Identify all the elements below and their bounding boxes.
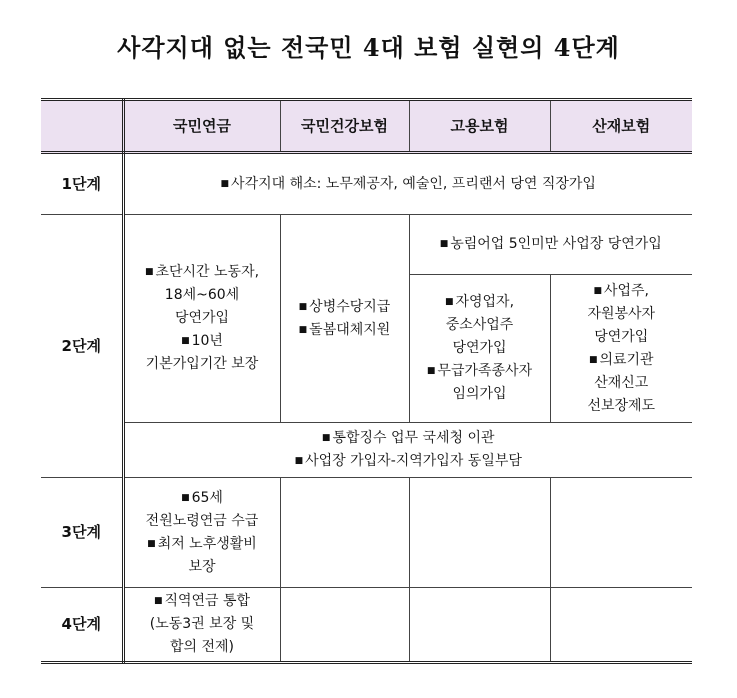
stage2-industrial-line: 의료기관 — [599, 351, 654, 368]
stage2-employment-line: 자영업자, — [455, 294, 515, 310]
stage2-employment-line: 임의가입 — [452, 386, 507, 402]
stage2-employment-cell — [409, 275, 550, 423]
header-row — [41, 100, 692, 153]
stage2-pension-line: 기본가입기간 보장 — [145, 356, 259, 372]
bullet-icon: ■ — [294, 456, 304, 466]
bullet-icon: ■ — [298, 324, 308, 335]
stage1-row — [41, 153, 692, 215]
stage2-health-line: 돌봄대체지원 — [309, 321, 391, 338]
stage3-pension-line: 65세 — [191, 489, 223, 506]
stage3-pension-line: 최저 노후생활비 — [157, 535, 257, 552]
stage2-employment-line: 무급가족종사자 — [437, 363, 533, 379]
stage2-label: 2단계 — [41, 215, 123, 478]
stage3-industrial-cell — [550, 478, 692, 588]
stage2-row-a — [41, 215, 692, 275]
stage3-health-cell — [280, 478, 409, 588]
stage4-row — [41, 588, 692, 663]
stage2-emp-ind-cell — [409, 215, 692, 275]
stage4-health-cell — [280, 588, 409, 663]
stage4-label: 4단계 — [41, 588, 123, 663]
page-title: 사각지대 없는 전국민 4대 보험 실현의 4단계 — [117, 33, 620, 62]
stage3-label: 3단계 — [41, 478, 123, 588]
stage2-industrial-line: 사업주, — [603, 282, 650, 299]
stage2-row-c — [41, 423, 692, 478]
stage2-common-line: 사업장 가입자-지역가입자 동일부담 — [305, 453, 522, 469]
stage3-row — [41, 478, 692, 588]
header-employment-insurance: 고용보험 — [409, 100, 550, 153]
header-national-pension: 국민연금 — [123, 100, 280, 153]
stage3-pension-line: 전원노령연금 수급 — [145, 512, 259, 529]
stage2-pension-line: 18세~60세 — [164, 287, 240, 303]
stage2-pension-line: 당연가입 — [174, 310, 230, 326]
stage2-employment-line: 중소사업주 — [445, 317, 514, 333]
bullet-icon: ■ — [220, 178, 230, 189]
stage1-label: 1단계 — [41, 153, 123, 215]
bullet-icon: ■ — [444, 297, 454, 307]
stage2-industrial-cell — [550, 275, 692, 423]
bullet-icon: ■ — [588, 354, 598, 365]
stage2-common-cell — [123, 423, 692, 478]
bullet-icon: ■ — [153, 596, 163, 606]
header-corner-cell — [41, 100, 123, 153]
stage2-industrial-line: 당연가입 — [594, 328, 649, 345]
stage3-pension-line: 보장 — [188, 558, 216, 575]
stage3-pension-cell — [123, 478, 280, 588]
bullet-icon: ■ — [593, 285, 602, 296]
bullet-icon: ■ — [144, 267, 154, 277]
stage2-pension-line: 10년 — [191, 333, 223, 349]
bullet-icon: ■ — [439, 239, 449, 249]
stage2-industrial-line: 산재신고 — [594, 374, 649, 391]
stage2-industrial-line: 자원봉사자 — [587, 305, 656, 322]
bullet-icon: ■ — [321, 433, 331, 443]
header-industrial-insurance: 산재보험 — [550, 100, 692, 153]
insurance-stage-table — [41, 98, 692, 664]
header-health-insurance: 국민건강보험 — [280, 100, 409, 153]
stage4-employment-cell — [409, 588, 550, 663]
bullet-icon: ■ — [181, 336, 190, 346]
stage2-pension-line: 초단시간 노동자, — [155, 264, 260, 280]
stage3-employment-cell — [409, 478, 550, 588]
stage2-emp-ind-text: 농림어업 5인미만 사업장 당연가입 — [450, 236, 662, 252]
stage4-pension-line: 직역연금 통합 — [164, 593, 251, 609]
stage2-industrial-line: 선보장제도 — [587, 397, 656, 414]
stage2-health-line: 상병수당지급 — [309, 298, 391, 315]
stage2-health-cell — [280, 215, 409, 423]
stage2-common-line: 통합징수 업무 국세청 이관 — [332, 430, 495, 446]
stage4-pension-line: 합의 전제) — [169, 639, 234, 655]
bullet-icon: ■ — [181, 492, 190, 503]
stage4-pension-line: (노동3권 보장 및 — [149, 616, 255, 632]
stage1-text: 사각지대 해소: 노무제공자, 예술인, 프리랜서 당연 직장가입 — [231, 175, 596, 192]
stage2-employment-line: 당연가입 — [452, 340, 507, 356]
stage2-pension-cell — [123, 215, 280, 423]
bullet-icon: ■ — [426, 366, 436, 376]
bullet-icon: ■ — [298, 301, 308, 312]
stage4-pension-cell — [123, 588, 280, 663]
stage4-industrial-cell — [550, 588, 692, 663]
bullet-icon: ■ — [147, 538, 156, 549]
stage1-content — [123, 153, 692, 215]
